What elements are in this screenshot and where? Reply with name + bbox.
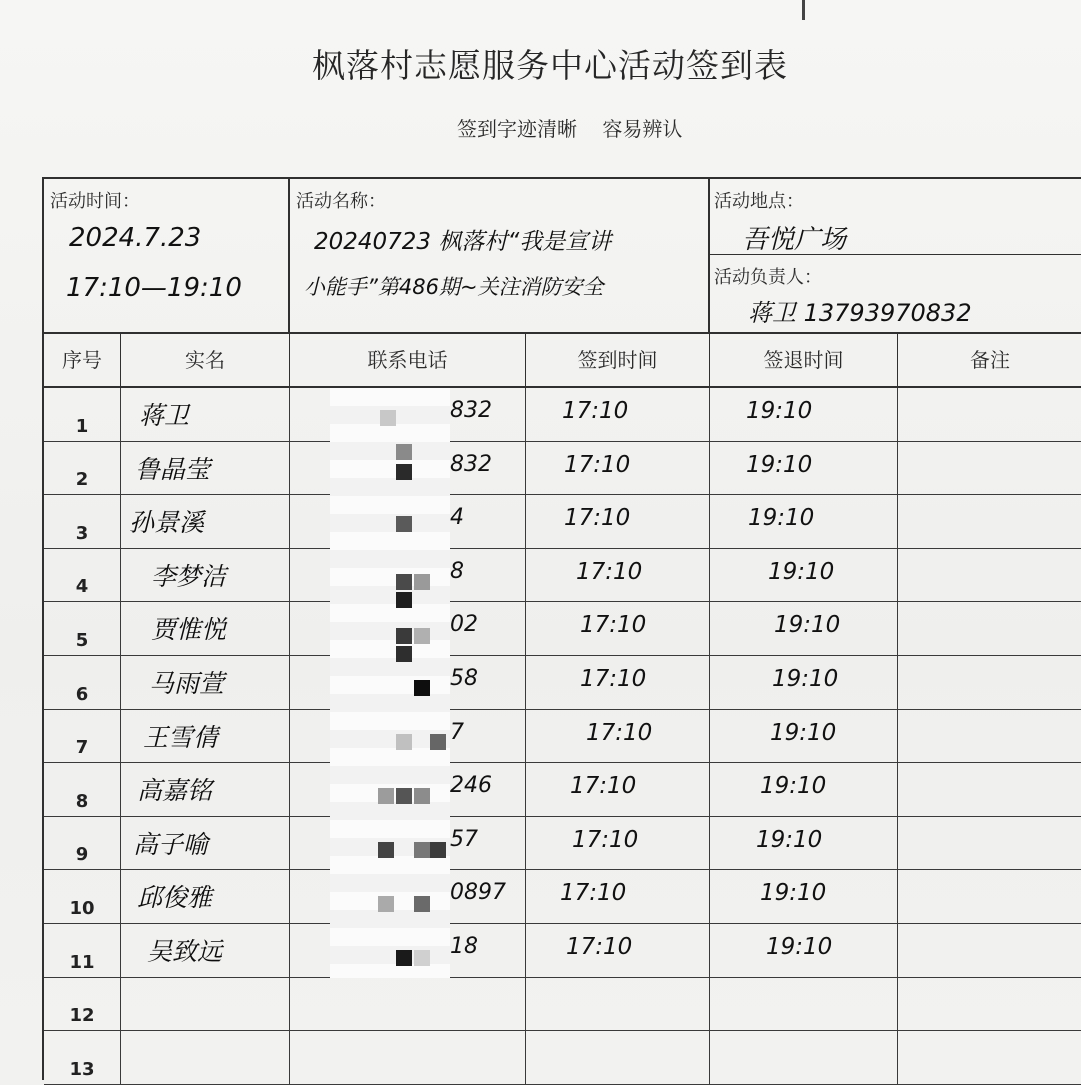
- cell-sign-out-time: [710, 656, 898, 710]
- activity-place-label: 活动地点：: [714, 191, 804, 212]
- cell-phone: [290, 978, 526, 1032]
- cell-sign-out-time: [710, 924, 898, 978]
- cell-name: [121, 442, 290, 496]
- mosaic-block: [396, 950, 412, 966]
- cell-note: [898, 495, 1081, 549]
- cell-sign-out-time: [710, 549, 898, 603]
- cell-name: [121, 763, 290, 817]
- phone-visible-end: 8: [450, 558, 464, 584]
- phone-visible-end: 832: [450, 398, 492, 423]
- signer-name: 马雨萱: [149, 669, 225, 698]
- cell-sign-in-time: [526, 388, 710, 442]
- cell-sign-in-time: [526, 817, 710, 871]
- cell-sign-in-time: [526, 1031, 710, 1085]
- activity-time-block: [44, 179, 290, 334]
- table-row: [44, 549, 1081, 603]
- mosaic-block: [396, 592, 412, 608]
- cell-number: [44, 388, 121, 442]
- page-title: 枫落村志愿服务中心活动签到表: [312, 46, 788, 85]
- activity-name-block: [290, 179, 710, 334]
- cell-sign-in-time: [526, 710, 710, 764]
- pen-mark: [802, 0, 805, 20]
- cell-sign-in-time: [526, 549, 710, 603]
- signer-name: 蒋卫: [139, 401, 190, 430]
- sign-in-time: 17:10: [572, 826, 639, 853]
- cell-note: [898, 442, 1081, 496]
- column-header-sign-out: 签退时间: [710, 334, 898, 388]
- cell-number: [44, 817, 121, 871]
- table-row: [44, 495, 1081, 549]
- cell-sign-out-time: [710, 817, 898, 871]
- phone-visible-end: 57: [450, 826, 478, 852]
- row-number: 10: [69, 897, 95, 919]
- cell-name: [121, 495, 290, 549]
- cell-note: [898, 710, 1081, 764]
- sign-in-table: [42, 177, 1081, 1080]
- cell-sign-in-time: [526, 495, 710, 549]
- signer-name: 高嘉铭: [137, 776, 213, 806]
- table-row: [44, 978, 1081, 1032]
- cell-number: [44, 924, 121, 978]
- row-number: 6: [75, 683, 89, 705]
- mosaic-block: [378, 842, 394, 858]
- mosaic-block: [396, 628, 412, 644]
- table-row: [44, 817, 1081, 871]
- phone-visible-end: 4: [450, 505, 464, 531]
- mosaic-block: [414, 896, 430, 912]
- activity-leader-label: 活动负责人：: [714, 267, 822, 288]
- phone-visible-end: 246: [450, 773, 492, 799]
- cell-sign-out-time: [710, 978, 898, 1032]
- activity-name-line1: 20240723 枫落村“我是宣讲: [314, 229, 612, 255]
- sign-in-time: 17:10: [562, 398, 629, 424]
- cell-note: [898, 602, 1081, 656]
- activity-place-block: [710, 179, 1081, 334]
- sign-in-time: 17:10: [566, 934, 633, 960]
- mosaic-block: [396, 646, 412, 662]
- cell-number: [44, 1031, 121, 1085]
- cell-note: [898, 978, 1081, 1032]
- mosaic-block: [396, 516, 412, 532]
- mosaic-block: [414, 628, 430, 644]
- sign-out-time: 19:10: [760, 880, 827, 907]
- cell-number: [44, 978, 121, 1032]
- activity-date: 2024.7.23: [69, 223, 202, 253]
- sign-in-time: 17:10: [560, 880, 627, 907]
- activity-time-label: 活动时间：: [50, 191, 140, 212]
- cell-phone: [290, 1031, 526, 1085]
- cell-name: [121, 817, 290, 871]
- mosaic-block: [414, 680, 430, 696]
- row-number: 5: [75, 629, 89, 651]
- sign-out-time: 19:10: [746, 451, 813, 478]
- mosaic-block: [378, 896, 394, 912]
- cell-name: [121, 388, 290, 442]
- cell-name: [121, 870, 290, 924]
- cell-sign-out-time: [710, 602, 898, 656]
- sign-out-time: 19:10: [756, 826, 823, 853]
- cell-name: [121, 1031, 290, 1085]
- row-number: 13: [69, 1058, 95, 1080]
- mosaic-block: [430, 842, 446, 858]
- sign-out-time: 19:10: [748, 505, 815, 532]
- cell-name: [121, 656, 290, 710]
- sign-in-time: 17:10: [564, 505, 631, 532]
- cell-name: [121, 978, 290, 1032]
- cell-name: [121, 924, 290, 978]
- mosaic-block: [396, 444, 412, 460]
- column-header-sign-in: 签到时间: [526, 334, 710, 388]
- cell-sign-out-time: [710, 388, 898, 442]
- cell-note: [898, 549, 1081, 603]
- mosaic-block: [430, 734, 446, 750]
- signer-name: 贾惟悦: [151, 615, 227, 645]
- activity-name-label: 活动名称：: [296, 191, 386, 212]
- cell-sign-in-time: [526, 763, 710, 817]
- sign-out-time: 19:10: [760, 773, 827, 800]
- sign-out-time: 19:10: [746, 398, 813, 424]
- mosaic-block: [396, 574, 412, 590]
- cell-note: [898, 924, 1081, 978]
- sign-in-time: 17:10: [580, 612, 647, 639]
- signer-name: 吴致远: [147, 937, 223, 966]
- row-number: 7: [75, 737, 89, 759]
- mosaic-block: [414, 574, 430, 590]
- cell-sign-out-time: [710, 870, 898, 924]
- mosaic-block: [396, 734, 412, 750]
- cell-sign-in-time: [526, 602, 710, 656]
- sign-out-time: 19:10: [774, 612, 841, 639]
- cell-number: [44, 549, 121, 603]
- signer-name: 王雪倩: [143, 722, 219, 752]
- cell-number: [44, 763, 121, 817]
- row-number: 9: [75, 844, 89, 866]
- cell-note: [898, 388, 1081, 442]
- phone-visible-end: 0897: [450, 880, 506, 906]
- mosaic-block: [378, 788, 394, 804]
- mosaic-block: [414, 950, 430, 966]
- cell-note: [898, 1031, 1081, 1085]
- table-row: [44, 656, 1081, 710]
- cell-name: [121, 549, 290, 603]
- row-number: 8: [75, 790, 89, 812]
- cell-sign-out-time: [710, 1031, 898, 1085]
- cell-number: [44, 710, 121, 764]
- table-row: [44, 870, 1081, 924]
- sign-in-time: 17:10: [580, 666, 647, 692]
- sign-in-time: 17:10: [564, 451, 631, 478]
- cell-number: [44, 870, 121, 924]
- cell-note: [898, 656, 1081, 710]
- place-leader-divider: [710, 254, 1081, 255]
- cell-sign-in-time: [526, 924, 710, 978]
- mosaic-block: [396, 464, 412, 480]
- activity-place-value: 吾悦广场: [742, 225, 847, 255]
- table-row: [44, 924, 1081, 978]
- cell-sign-in-time: [526, 978, 710, 1032]
- table-row: [44, 1031, 1081, 1085]
- mosaic-block: [380, 410, 396, 426]
- phone-visible-end: 58: [450, 666, 478, 691]
- activity-name-line2: 小能手”第486期~关注消防安全: [304, 275, 604, 299]
- signer-name: 邱俊雅: [137, 883, 213, 913]
- sign-in-time: 17:10: [576, 558, 643, 585]
- page-subtitle: 签到字迹清晰 容易辨认: [457, 117, 683, 141]
- cell-note: [898, 817, 1081, 871]
- cell-number: [44, 656, 121, 710]
- phone-redaction-mosaic: [330, 388, 450, 978]
- cell-note: [898, 870, 1081, 924]
- activity-leader-value: 蒋卫 13793970832: [748, 299, 972, 327]
- table-row: [44, 442, 1081, 496]
- cell-number: [44, 442, 121, 496]
- phone-visible-end: 02: [450, 612, 478, 638]
- column-header-phone: 联系电话: [290, 334, 526, 388]
- cell-sign-out-time: [710, 442, 898, 496]
- mosaic-block: [396, 788, 412, 804]
- cell-sign-in-time: [526, 656, 710, 710]
- cell-sign-out-time: [710, 495, 898, 549]
- mosaic-block: [414, 788, 430, 804]
- cell-note: [898, 763, 1081, 817]
- row-number: 3: [75, 522, 89, 544]
- signer-name: 鲁晶莹: [135, 454, 211, 484]
- sign-out-time: 19:10: [770, 719, 837, 746]
- cell-name: [121, 710, 290, 764]
- cell-number: [44, 495, 121, 549]
- row-number: 12: [69, 1005, 95, 1027]
- sign-out-time: 19:10: [772, 666, 839, 692]
- sign-out-time: 19:10: [768, 558, 835, 585]
- column-header-no: 序号: [44, 334, 121, 388]
- signer-name: 高子喻: [133, 829, 209, 859]
- table-row: [44, 602, 1081, 656]
- mosaic-block: [414, 842, 430, 858]
- cell-sign-out-time: [710, 763, 898, 817]
- cell-sign-in-time: [526, 442, 710, 496]
- phone-visible-end: 832: [450, 451, 492, 477]
- table-row: [44, 763, 1081, 817]
- signer-name: 孙景溪: [129, 508, 205, 538]
- phone-visible-end: 18: [450, 934, 478, 959]
- cell-number: [44, 602, 121, 656]
- signer-name: 李梦洁: [151, 561, 227, 591]
- row-number: 4: [75, 576, 89, 598]
- row-number: 2: [75, 469, 89, 491]
- phone-visible-end: 7: [450, 719, 464, 745]
- row-number: 11: [69, 951, 95, 973]
- cell-sign-in-time: [526, 870, 710, 924]
- row-number: 1: [75, 415, 89, 437]
- sign-in-time: 17:10: [570, 773, 637, 800]
- cell-name: [121, 602, 290, 656]
- table-row: [44, 388, 1081, 442]
- cell-sign-out-time: [710, 710, 898, 764]
- column-header-note: 备注: [898, 334, 1081, 388]
- column-header-name: 实名: [121, 334, 290, 388]
- sign-out-time: 19:10: [766, 934, 833, 960]
- table-row: [44, 710, 1081, 764]
- sign-in-time: 17:10: [586, 719, 653, 746]
- activity-time-range: 17:10—19:10: [66, 273, 242, 303]
